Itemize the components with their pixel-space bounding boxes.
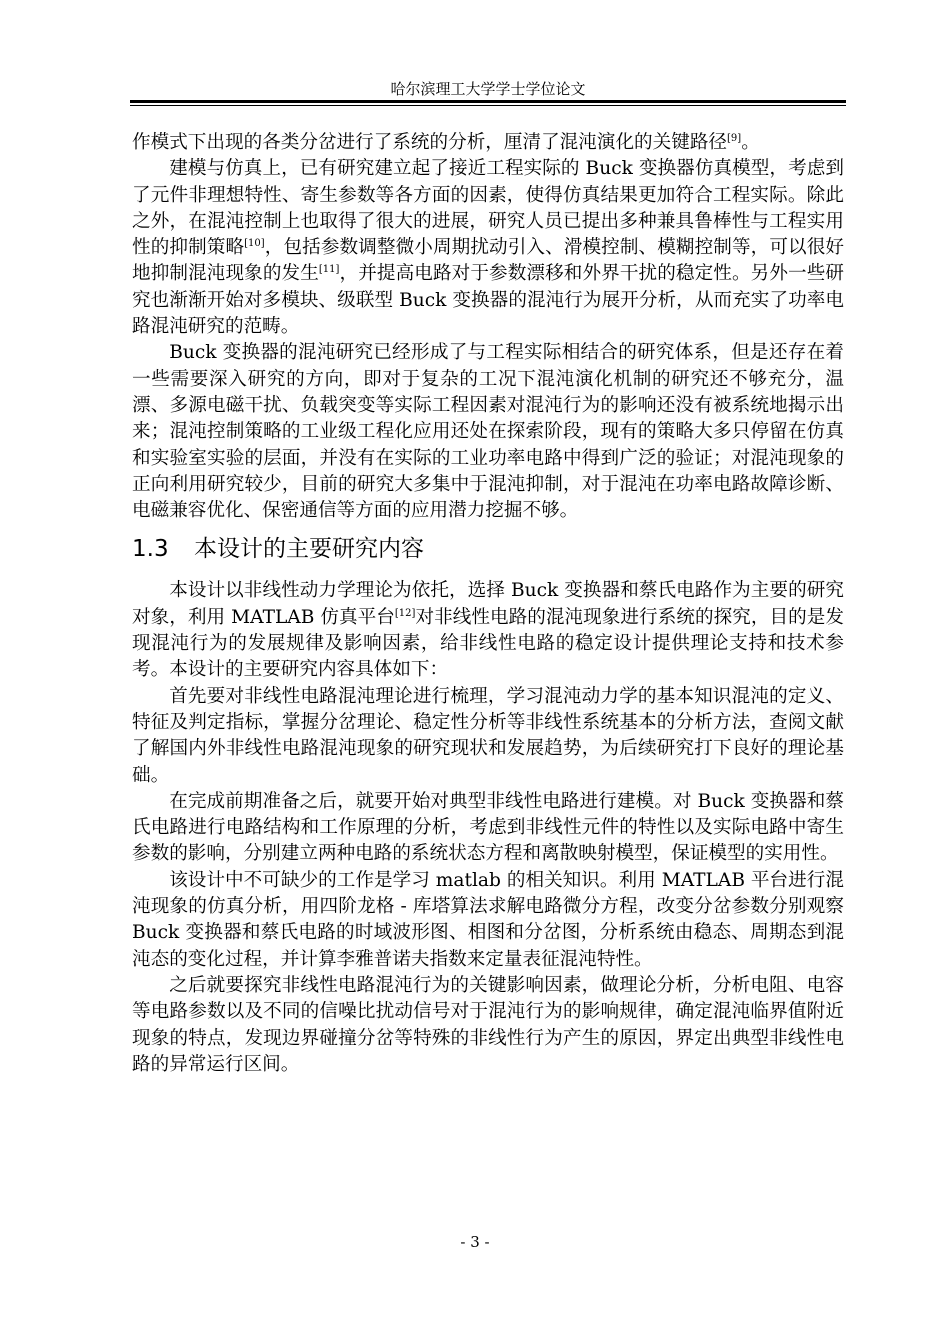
header-rule-thin (130, 105, 846, 106)
section-heading (132, 532, 844, 566)
citation: [10] (244, 238, 265, 249)
citation: [11] (318, 264, 340, 276)
paragraph-modeling-plan: 在完成前期准备之后，就要开始对典型非线性电路进行建模。对 Buck 变换器和蔡氏电路进行电路结构和工作原理的分析，考虑到非线性元件的特性以及实际电路中寄生参数的影响，分别建立两种电路的系统状态方程和离散映射模型，保证模型的实用性。 (132, 790, 844, 865)
paragraph-theory: 首先要对非线性电路混沌理论进行梳理，学习混沌动力学的基本知识混沌的定义、特征及判定指标，掌握分岔理论、稳定性分析等非线性系统基本的分析方法，查阅文献了解国内外非线性电路混沌现象的研究现状和发展趋势，为后续研究打下良好的理论基础。 (132, 685, 844, 786)
paragraph-open-problems: Buck 变换器的混沌研究已经形成了与工程实际相结合的研究体系，但是还存在着一些需要深入研究的方向，即对于复杂的工况下混沌演化机制的研究还不够充分，温漂、多源电磁干扰、负载突变等实际工程因素对混沌行为的影响还没有被系统地揭示出来；混沌控制策略的工业级工程化应用还处在探索阶段，现有的策略大多只停留在仿真和实验室实验的层面，并没有在实际的工业功率电路中得到广泛的验证；对混沌现象的正向利用研究较少，目前的研究大多集中于混沌抑制，对于混沌在功率电路故障诊断、电磁兼容优化、保密通信等方面的应用潜力挖掘不够。 (132, 342, 844, 522)
paragraph-modeling: 建模与仿真上，已有研究建立起了接近工程实际的 Buck 变换器仿真模型，考虑到了元件非理想特性、寄生参数等各方面的因素，使得仿真结果更加符合工程实际。除此之外，在混沌控制上也取得了很大的进展，研究人员已提出多种兼具鲁棒性与工程实用性的抑制策略[10]，包括参数调整微小周期扰动引入、滑模控制、模糊控制等，可以很好地抑制混沌现象的发生[11]，并提高电路对于参数漂移和外界干扰的稳定性。另外一些研究也渐渐开始对多模块、级联型 Buck 变换器的混沌行为展开分析，从而充实了功率电路混沌研究的范畴。 (132, 158, 844, 338)
running-header: 哈尔滨理工大学学士学位论文 (390, 80, 586, 98)
paragraph-design-intro: 本设计以非线性动力学理论为依托，选择 Buck 变换器和蔡氏电路作为主要的研究对象，利用 MATLAB 仿真平台[12]对非线性电路的混沌现象进行系统的探究，目的是发现混沌行为的发展规律及影响因素，给非线性电路的稳定设计提供理论支持和技术参考。本设计的主要研究内容具体如下： (132, 580, 844, 681)
paragraph-simulation: 该设计中不可缺少的工作是学习 matlab 的相关知识。利用 MATLAB 平台进行混沌现象的仿真分析，用四阶龙格 - 库塔算法求解电路微分方程，改变分岔参数分别观察 Buck 变换器和蔡氏电路的时域波形图、相图和分岔图，分析系统由稳态、周期态到混沌态的变化过程，并计算李雅普诺夫指数来定量表征混沌特性。 (132, 869, 844, 970)
paragraph-factors: 之后就要探究非线性电路混沌行为的关键影响因素，做理论分析，分析电阻、电容等电路参数以及不同的信噪比扰动信号对于混沌行为的影响规律，确定混沌临界值附近现象的特点，发现边界碰撞分岔等特殊的非线性行为产生的原因，界定出典型非线性电路的异常运行区间。 (132, 974, 844, 1075)
body-text (132, 130, 844, 1078)
header-rule-thick (130, 100, 846, 103)
citation: [9] (727, 132, 742, 144)
paragraph-continuation: 作模式下出现的各类分岔进行了系统的分析，厘清了混沌演化的关键路径[9]。 (132, 132, 760, 153)
citation: [12] (394, 607, 416, 619)
section-title: 本设计的主要研究内容 (194, 536, 424, 563)
section-number: 1.3 (132, 536, 169, 563)
page-number: - 3 - (460, 1233, 490, 1251)
